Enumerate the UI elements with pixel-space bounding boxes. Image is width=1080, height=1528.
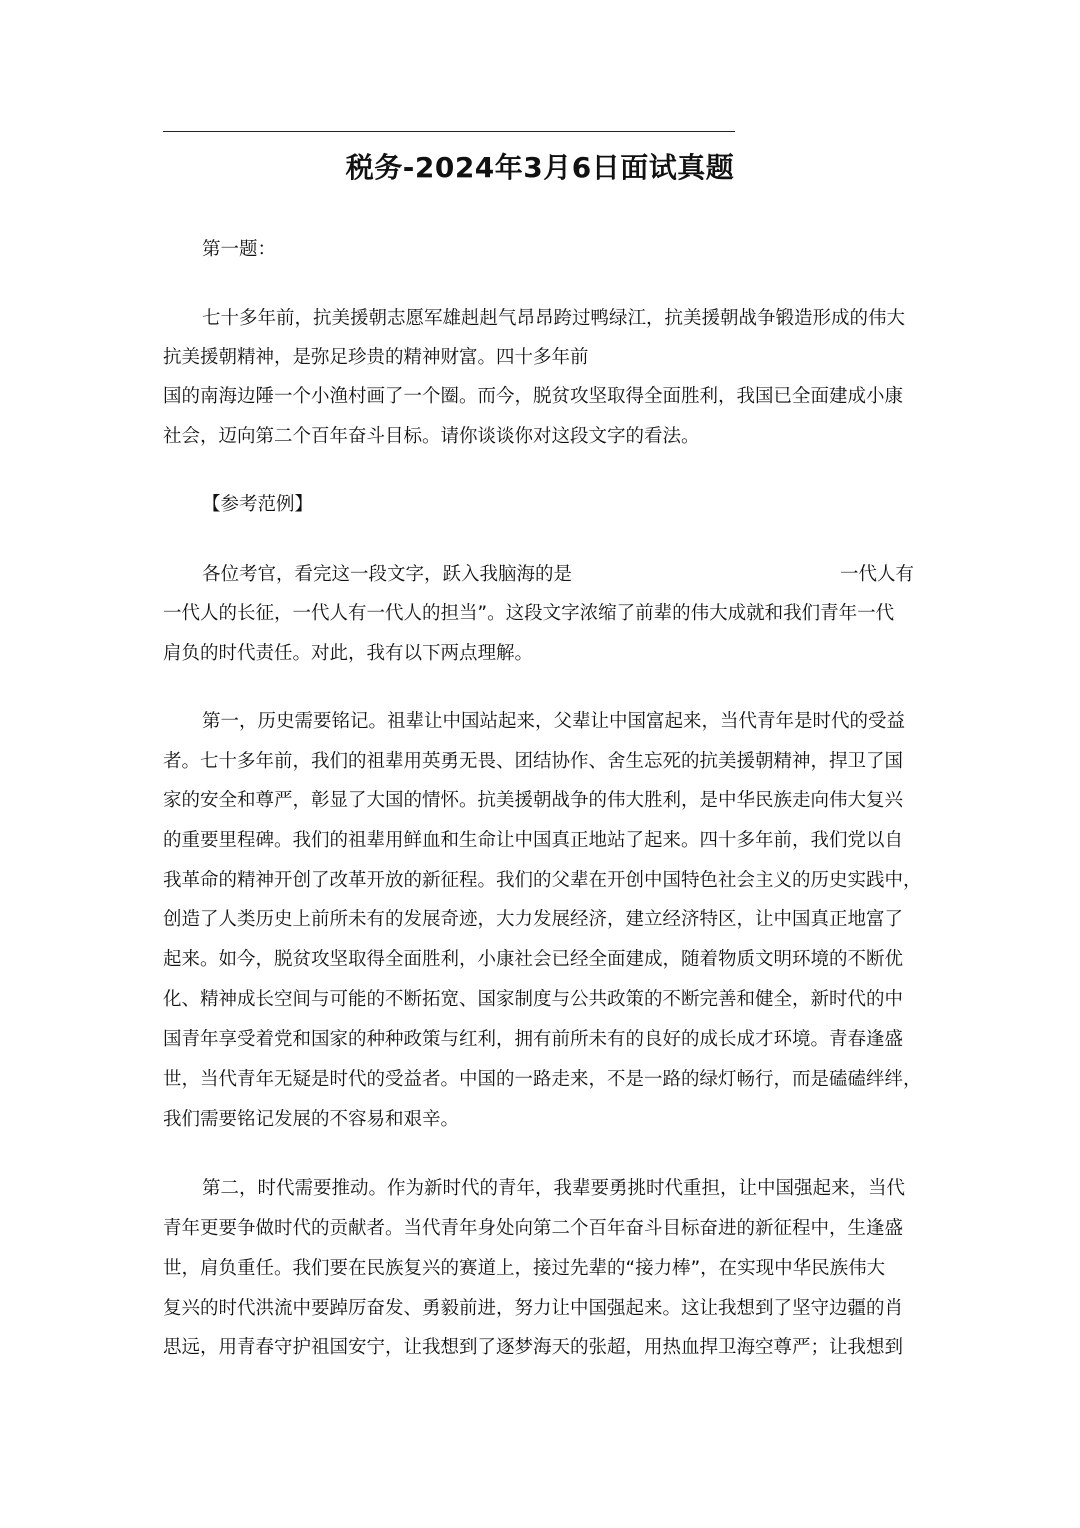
paragraph-line: 起来。如今，脱贫攻坚取得全面胜利，小康社会已经全面建成，随着物质文明环境的不断优 — [163, 949, 904, 970]
paragraph-line: 青年更要争做时代的贡献者。当代青年身处向第二个百年奋斗目标奋进的新征程中，生逢盛 — [163, 1218, 904, 1239]
paragraph-line: 的重要里程碑。我们的祖辈用鲜血和生命让中国真正地站了起来。四十多年前，我们党以自 — [163, 830, 904, 851]
paragraph-line: 国青年享受着党和国家的种种政策与红利，拥有前所未有的良好的成长成才环境。青春逢盛 — [163, 1029, 904, 1050]
paragraph-line: 世，当代青年无疑是时代的受益者。中国的一路走来，不是一路的绿灯畅行，而是磕磕绊绊， — [163, 1069, 922, 1090]
question-label: 第一题： — [202, 239, 277, 260]
paragraph-line: 第二，时代需要推动。作为新时代的青年，我辈要勇挑时代重担，让中国强起来，当代 — [202, 1178, 906, 1199]
paragraph-line: 一代人有 — [840, 564, 915, 585]
paragraph-line: 我革命的精神开创了改革开放的新征程。我们的父辈在开创中国特色社会主义的历史实践中， — [163, 870, 922, 891]
question-line: 抗美援朝精神，是弥足珍贵的精神财富。四十多年前 — [163, 347, 589, 368]
paragraph-line: 我们需要铭记发展的不容易和艰辛。 — [163, 1109, 460, 1130]
paragraph-line: 各位考官，看完这一段文字，跃入我脑海的是 — [202, 564, 573, 585]
page-title: 税务-2024年3月6日面试真题 — [345, 151, 735, 184]
question-line: 社会，迈向第二个百年奋斗目标。请你谈谈你对这段文字的看法。 — [163, 426, 700, 447]
question-line: 国的南海边陲一个小渔村画了一个圈。而今，脱贫攻坚取得全面胜利，我国已全面建成小康 — [163, 386, 904, 407]
paragraph-line: 家的安全和尊严，彰显了大国的情怀。抗美援朝战争的伟大胜利，是中华民族走向伟大复兴 — [163, 790, 904, 811]
paragraph-line: 一代人的长征，一代人有一代人的担当”。这段文字浓缩了前辈的伟大成就和我们青年一代 — [163, 603, 895, 624]
paragraph-line: 化、精神成长空间与可能的不断拓宽、国家制度与公共政策的不断完善和健全，新时代的中 — [163, 989, 904, 1010]
paragraph-line: 肩负的时代责任。对此，我有以下两点理解。 — [163, 643, 534, 664]
header-rule — [163, 131, 735, 132]
question-line: 七十多年前，抗美援朝志愿军雄赳赳气昂昂跨过鸭绿江，抗美援朝战争锻造形成的伟大 — [202, 308, 906, 329]
paragraph-line: 复兴的时代洪流中要踔厉奋发、勇毅前进，努力让中国强起来。这让我想到了坚守边疆的肖 — [163, 1298, 904, 1319]
paragraph-line: 第一，历史需要铭记。祖辈让中国站起来，父辈让中国富起来，当代青年是时代的受益 — [202, 711, 906, 732]
paragraph-line: 世，肩负重任。我们要在民族复兴的赛道上，接过先辈的“接力棒”，在实现中华民族伟大 — [163, 1258, 886, 1279]
paragraph-line: 思远，用青春守护祖国安宁，让我想到了逐梦海天的张超，用热血捍卫海空尊严；让我想到 — [163, 1337, 904, 1358]
paragraph-line: 创造了人类历史上前所未有的发展奇迹，大力发展经济，建立经济特区，让中国真正地富了 — [163, 909, 904, 930]
reference-label: 【参考范例】 — [202, 494, 314, 515]
paragraph-line: 者。七十多年前，我们的祖辈用英勇无畏、团结协作、舍生忘死的抗美援朝精神，捍卫了国 — [163, 751, 904, 772]
